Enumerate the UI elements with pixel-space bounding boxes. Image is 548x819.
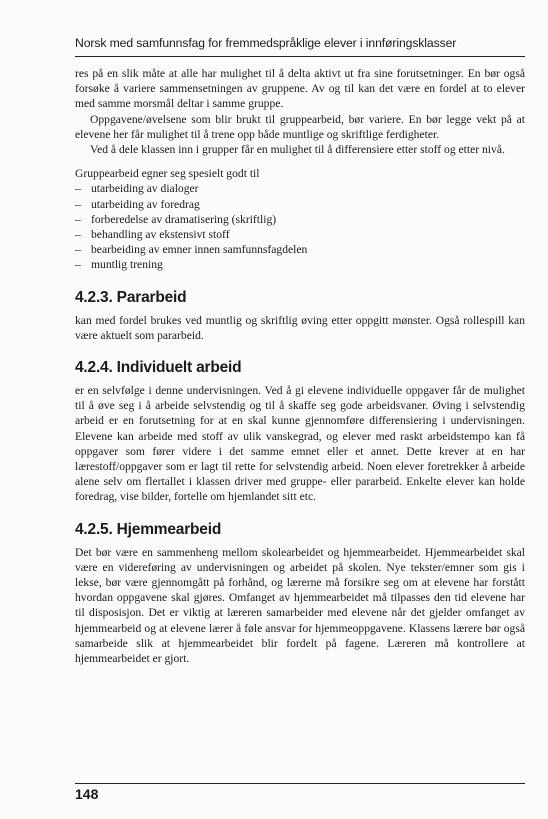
- list-item-text: forberedelse av dramatisering (skriftlig): [91, 212, 277, 226]
- intro-paragraph-1: res på en slik måte at alle har mulighet til å delta aktivt ut fra sine forutsetninger. En bør også forsøke å variere sammensetningen av gruppene. Av og til kan det være en fordel at to elever med samme morsmål deltar i samme gruppe.: [75, 67, 525, 111]
- section-text-individuelt-arbeid: er en selvfølge i denne undervisningen. Ved å gi elevene individuelle oppgaver får de mulighet til å øve seg i å arbeide selvstendig og til å skaffe seg gode arbeidsvaner. Øving i selvstendig arbeid er en forutsetning for at en skal kunne gjennomføre differensiering i undervisningen. Elevene kan arbeide med stoff av ulik vanskegrad, og elever med raskt arbeidstempo kan få oppgaver som fører videre i det samme emnet eller et annet. Dette krever at en har lærestoff/oppgaver som er lagt til rette for selvstendig arbeid. Noen elever foretrekker å arbeide alene selv om flertallet i klassen driver med gruppe- eller pararbeid. Enkelte elever kan holde foredrag, vise bilder, fortelle om hjemlandet sitt etc.: [75, 384, 525, 504]
- list-item: [75, 227, 525, 242]
- list-item-text: bearbeiding av emner innen samfunnsfagdelen: [91, 243, 308, 257]
- dash-bullet-icon: –: [75, 258, 81, 272]
- list-item-text: utarbeiding av foredrag: [91, 197, 200, 211]
- dash-bullet-icon: –: [75, 182, 81, 196]
- page-number: 148: [75, 786, 99, 802]
- section-text-pararbeid: kan med fordel brukes ved muntlig og skriftlig øving etter oppgitt mønster. Også rollespill kan være aktuelt som pararbeid.: [75, 313, 525, 342]
- running-head: Norsk med samfunnsfag for fremmedspråklige elever i innføringsklasser: [75, 36, 457, 50]
- section-heading-individuelt-arbeid: 4.2.4. Individuelt arbeid: [75, 359, 242, 377]
- list-item: [75, 197, 525, 212]
- list-item-text: behandling av ekstensivt stoff: [91, 228, 230, 242]
- section-heading-pararbeid: 4.2.3. Pararbeid: [75, 288, 187, 306]
- dash-bullet-icon: –: [75, 197, 81, 211]
- list-item: [75, 242, 525, 257]
- intro-paragraph-3: Ved å dele klassen inn i grupper får en mulighet til å differensiere etter stoff og etter nivå.: [90, 143, 505, 157]
- dash-bullet-icon: –: [75, 243, 81, 257]
- page-body: [75, 66, 525, 666]
- section-text-hjemmearbeid: Det bør være en sammenheng mellom skolearbeidet og hjemmearbeidet. Hjemmearbeidet skal være en videreføring av undervisningen og arbeidet på skolen. Nye tekster/emner som gis i lekse, bør være gjennomgått på forhånd, og lærerne må forsikre seg om at elevene har forstått hvordan oppgavene skal gjøres. Omfanget av hjemmearbeidet må tilpasses den tid elevene har til disposisjon. Det er viktig at læreren samarbeider med elevene når det gjelder omfanget av hjemmearbeid og at elevene lærer å føle ansvar for hjemmeoppgavene. Klassens lærere bør også samarbeide slik at hjemmearbeidet blir fordelt på fagene. Læreren må kontrollere at hjemmearbeidet er gjort.: [75, 545, 525, 666]
- list-item: [75, 212, 525, 227]
- group-work-list: [75, 181, 525, 272]
- dash-bullet-icon: –: [75, 212, 81, 226]
- intro-paragraph-2: Oppgavene/øvelsene som blir brukt til gruppearbeid, bør variere. En bør legge vekt på at elevene her får mulighet til å trene opp både muntlige og skriftlige ferdigheter.: [75, 112, 525, 141]
- list-intro: Gruppearbeid egner seg spesielt godt til: [75, 167, 260, 181]
- list-item-text: muntlig trening: [91, 258, 163, 272]
- header-rule: [75, 56, 525, 57]
- section-heading-hjemmearbeid: 4.2.5. Hjemmearbeid: [75, 520, 222, 538]
- list-item: [75, 181, 525, 196]
- list-item: [75, 257, 525, 272]
- list-item-text: utarbeiding av dialoger: [91, 182, 199, 196]
- footer-rule: [75, 783, 525, 784]
- dash-bullet-icon: –: [75, 228, 81, 242]
